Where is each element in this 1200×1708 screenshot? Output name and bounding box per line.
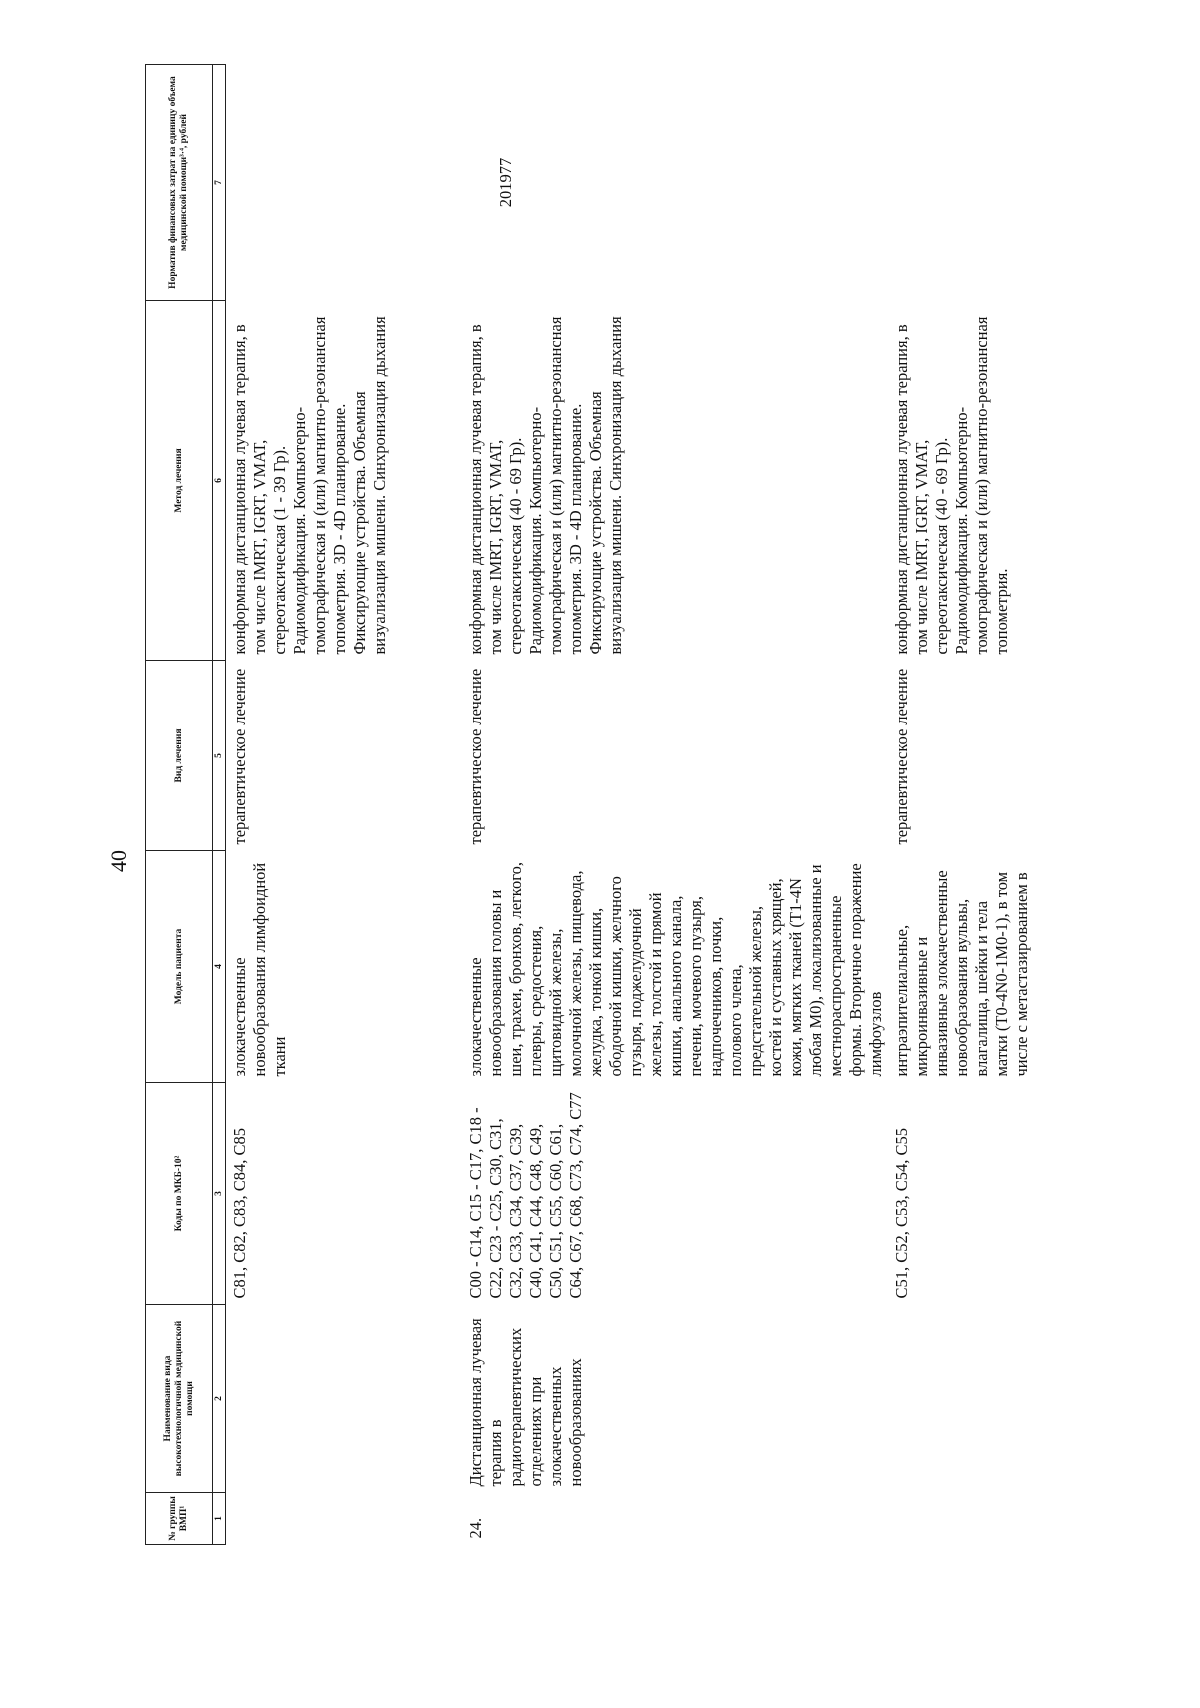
header-cost-norm: Норматив финансовых затрат на единицу объема медицинской помощи³·⁴, рублей <box>146 65 213 301</box>
header-row <box>146 65 213 1545</box>
column-number: 5 <box>213 661 226 851</box>
header-icd-codes: Коды по МКБ-10² <box>146 1083 213 1305</box>
treatment-type-cell: терапевтическое лечение <box>892 668 911 845</box>
page-number: 40 <box>106 850 131 872</box>
treatment-method-cell <box>888 301 1064 661</box>
cost-norm-cell: 201977 <box>496 157 515 208</box>
header-group-number: № группы ВМП¹ <box>146 1493 213 1545</box>
column-number: 1 <box>213 1493 226 1545</box>
cost-norm-cell <box>888 65 1064 301</box>
treatment-type-cell: терапевтическое лечение <box>466 668 485 845</box>
column-number: 2 <box>213 1305 226 1493</box>
treatment-method-text: Радиомодификация. Компьютерно-томографическая и (или) магнитно-резонансная топометрия. 3D - 4D планирование. Фиксирующие устройства. Объемная визуализация мишени. Синхронизация дыхания <box>290 316 389 655</box>
column-number: 3 <box>213 1083 226 1305</box>
rotated-page-content <box>145 65 1200 1545</box>
icd-codes-cell: C00 - C14, C15 - C17, C18 - C22, C23 - C25, C30, C31, C32, C33, C34, C37, C39, C40, C41, C44, C48, C49, C50, C51, C55, C60, C61, C64, C67, C68, C73, C74, C77 <box>466 1092 585 1299</box>
header-vmp-name: Наименование вида высокотехнологичной медицинской помощи <box>146 1305 213 1493</box>
treatment-method-cell <box>226 301 463 661</box>
treatment-method-text: конформная дистанционная лучевая терапия, в том числе IMRT, IGRT, VMAT, стереотаксическая (1 - 39 Гр). <box>230 324 289 655</box>
patient-model-cell: интраэпителиальные, микроинвазивные и инвазивные злокачественные новообразования вульвы, влагалища, шейки и тела матки (T0-4N0-1M0-1), в том числе с метастазированием в <box>892 870 1031 1077</box>
treatment-type-cell: терапевтическое лечение <box>230 668 249 845</box>
table-row <box>462 65 888 1545</box>
vmp-name-cell <box>226 1305 463 1493</box>
table-row <box>888 65 1064 1545</box>
header-treatment-method: Метод лечения <box>146 301 213 661</box>
column-number-row <box>213 65 226 1545</box>
group-number-cell: 24. <box>466 1517 485 1539</box>
patient-model-cell: злокачественные новообразования головы и шеи, трахеи, бронхов, легкого, плевры, средостения, щитовидной железы, молочной железы, пищевода, желудка, тонкой кишки, ободочной кишки, желчного пузыря, поджелудочной железы, толстой и прямой кишки, анального канала, печени, мочевого пузыря, надпочечников, почки, полового члена, предстательной железы, костей и суставных хрящей, кожи, мягких тканей (T1-4N любая M0), локализованные и местнораспространенные формы. Вторичное поражение лимфоузлов <box>466 862 885 1077</box>
column-number: 4 <box>213 851 226 1083</box>
cost-norm-cell <box>226 65 463 301</box>
icd-codes-cell: C81, C82, C83, C84, C85 <box>230 1127 249 1299</box>
table-row <box>226 65 463 1545</box>
header-patient-model: Модель пациента <box>146 851 213 1083</box>
group-number-cell <box>226 1493 463 1545</box>
treatment-method-text: конформная дистанционная лучевая терапия, в том числе IMRT, IGRT, VMAT, стереотаксическая (40 - 69 Гр). Радиомодификация. Компьютерно-томографическая и (или) магнитно-резонансная топометрия. <box>892 316 1011 655</box>
header-treatment-type: Вид лечения <box>146 661 213 851</box>
vmp-table <box>145 64 1064 1545</box>
patient-model-cell: злокачественные новообразования лимфоидной ткани <box>230 862 289 1077</box>
treatment-method-text: конформная дистанционная лучевая терапия, в том числе IMRT, IGRT, VMAT, стереотаксическая (40 - 69 Гр). Радиомодификация. Компьютерно-томографическая и (или) магнитно-резонансная топометрия. 3D - 4D планирование. Фиксирующие устройства. Объемная визуализация мишени. Синхронизация дыхания <box>466 316 625 655</box>
vmp-name-cell: Дистанционная лучевая терапия в радиотерапевтических отделениях при злокачественных новообразованиях <box>466 1318 585 1487</box>
treatment-method-cell <box>462 301 888 661</box>
icd-codes-cell: C51, C52, C53, C54, C55 <box>892 1127 911 1299</box>
vmp-name-cell <box>888 1305 1064 1493</box>
group-number-cell <box>888 1493 1064 1545</box>
column-number: 7 <box>213 65 226 301</box>
column-number: 6 <box>213 301 226 661</box>
